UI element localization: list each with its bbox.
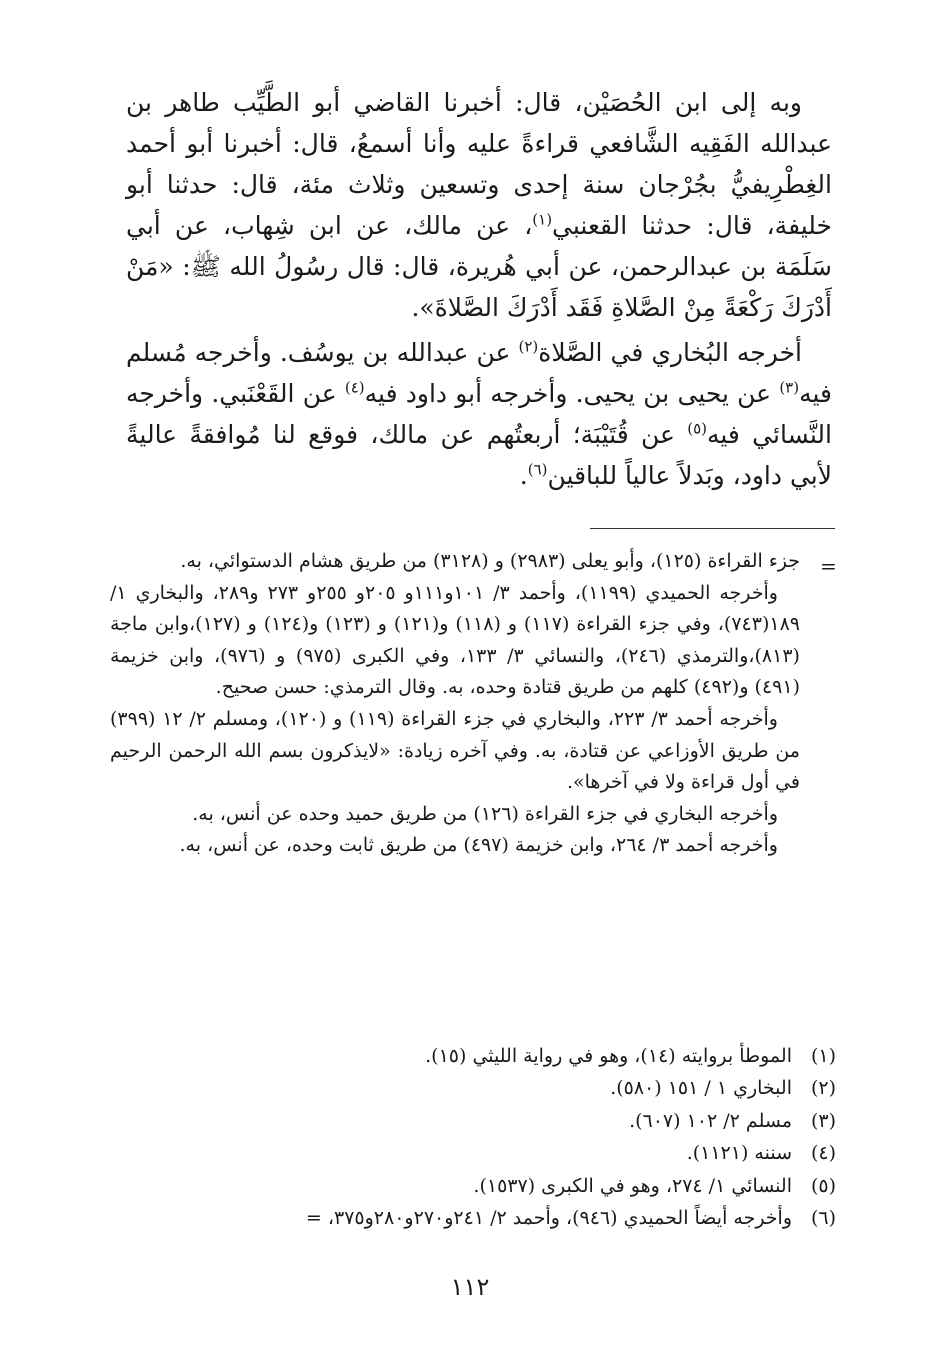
note-item: [110, 1072, 836, 1104]
footnote-paragraph: جزء القراءة (١٢٥)، وأبو يعلى (٢٩٨٣) و (٣١٢٨) من طريق هشام الدستوائي، به.: [180, 550, 800, 572]
numbered-notes: [110, 1040, 836, 1234]
takhrij-paragraph: [126, 332, 832, 496]
note-item: [110, 1170, 836, 1202]
footnote-paragraph: وأخرجه أحمد ٣/ ٢٢٣، والبخاري في جزء القراءة (١١٩) و (١٢٠)، ومسلم ٢/ ١٢ (٣٩٩) من طريق الأوزاعي عن قتادة، به. وفي آخره زيادة: «لايذكرون بسم الله الرحمن الرحيم في أول قراءة ولا في آخرها».: [110, 707, 800, 794]
hadith-paragraph: [126, 82, 832, 328]
takhrij-text: عن القَعْنَبي. وأخرجه النَّسائي فيه: [126, 379, 832, 449]
note-text: سننه (١١٢١).: [686, 1142, 792, 1165]
note-text: وأخرجه أيضاً الحميدي (٩٤٦)، وأحمد ٢/ ٢٤١و٢٧٠و٢٨٠و٣٧٥، =: [305, 1207, 792, 1230]
takhrij-text: عن عبدالله بن يوسُف. وأخرجه مُسلم فيه: [126, 338, 832, 408]
note-item: [110, 1137, 836, 1169]
note-text: الموطأ بروايته (١٤)، وهو في رواية الليثي (١٥).: [425, 1045, 792, 1067]
footnotes-continued: [110, 546, 800, 862]
footnote-ref-6[interactable]: (٦): [527, 460, 548, 479]
footnote-paragraph: وأخرجه البخاري في جزء القراءة (١٢٦) من طريق حميد وحده عن أنس، به.: [192, 802, 778, 825]
footnote-ref-1[interactable]: (١): [532, 210, 553, 229]
note-number: (٥): [810, 1174, 836, 1197]
footnote-ref-4[interactable]: (٤): [344, 378, 365, 397]
isnad-text: وبه إلى ابن الحُصَيْن، قال: أخبرنا القاضي أبو الطَّيِّب طاهر بن عبدالله الفَقِيه الشَّافعي قراءةً عليه وأنا أسمعُ، قال: أخبرنا أبو أحمد الغِطْرِيفيُّ بجُرْجان سنة إحدى وتسعين وثلاث مئة، قال: حدثنا أبو خليفة، قال: حدثنا القعنبي: [126, 88, 833, 240]
note-item: [110, 1040, 836, 1072]
continuation-mark: =: [820, 554, 837, 578]
footnote-paragraph: وأخرجه الحميدي (١١٩٩)، وأحمد ٣/ ١٠١و١١١و ٢٠٥و ٢٥٥و ٢٧٣ و٢٨٩، والبخاري ١/ ١٨٩(٧٤٣)، وفي جزء القراءة (١١٧) و (١١٨) و(١٢١) و (١٢٣) و(١٢٤) و (١٢٧)،وابن ماجة (٨١٣)،والترمذي (٢٤٦)، والنسائي ٣/ ١٣٣، وفي الكبرى (٩٧٥) و (٩٧٦)، وابن خزيمة (٤٩١) و(٤٩٢) كلهم من طريق قتادة وحده، به. وقال الترمذي: حسن صحيح.: [110, 581, 800, 699]
note-item: [110, 1202, 836, 1234]
takhrij-text: أخرجه البُخاري في الصَّلاة: [538, 338, 802, 367]
hadith-text: ، عن مالك، عن ابن شِهاب، عن أبي سَلَمَة بن عبدالرحمن، عن أبي هُريرة، قال: قال رسُولُ الله ﷺ: «مَنْ أَدْرَكَ رَكْعَةً مِنْ الصَّلاةِ فَقَد أَدْرَكَ الصَّلاةَ».: [126, 211, 832, 322]
note-text: النسائي ١/ ٢٧٤، وهو في الكبرى (١٥٣٧).: [473, 1174, 792, 1197]
note-item: [110, 1105, 836, 1137]
footnote-paragraph: وأخرجه أحمد ٣/ ٢٦٤، وابن خزيمة (٤٩٧) من طريق ثابت وحده، عن أنس، به.: [179, 834, 778, 857]
footnote-divider: [590, 528, 835, 529]
footnote-ref-3[interactable]: (٣): [779, 378, 800, 397]
takhrij-text: عن يحيى بن يحيى. وأخرجه أبو داود فيه: [364, 379, 780, 408]
note-number: (١): [810, 1045, 836, 1067]
takhrij-text: .: [519, 461, 528, 490]
takhrij-text: عن قُتَيْبَة؛ أربعتُهم عن مالك، فوقع لنا مُوافقةً عاليةً لأبي داود، وبَدلاً عالياً للباقين: [126, 420, 832, 490]
note-number: (٤): [810, 1142, 836, 1165]
footnote-ref-2[interactable]: (٢): [518, 337, 539, 356]
note-text: البخاري ١ / ١٥١ (٥٨٠).: [610, 1077, 792, 1100]
footnote-ref-5[interactable]: (٥): [687, 419, 707, 438]
note-number: (٦): [810, 1207, 836, 1230]
note-text: مسلم ٢/ ١٠٢ (٦٠٧).: [629, 1109, 792, 1132]
main-text: [126, 82, 832, 496]
page-number: ١١٢: [450, 1273, 490, 1301]
note-number: (٢): [810, 1077, 836, 1100]
note-number: (٣): [810, 1109, 836, 1132]
